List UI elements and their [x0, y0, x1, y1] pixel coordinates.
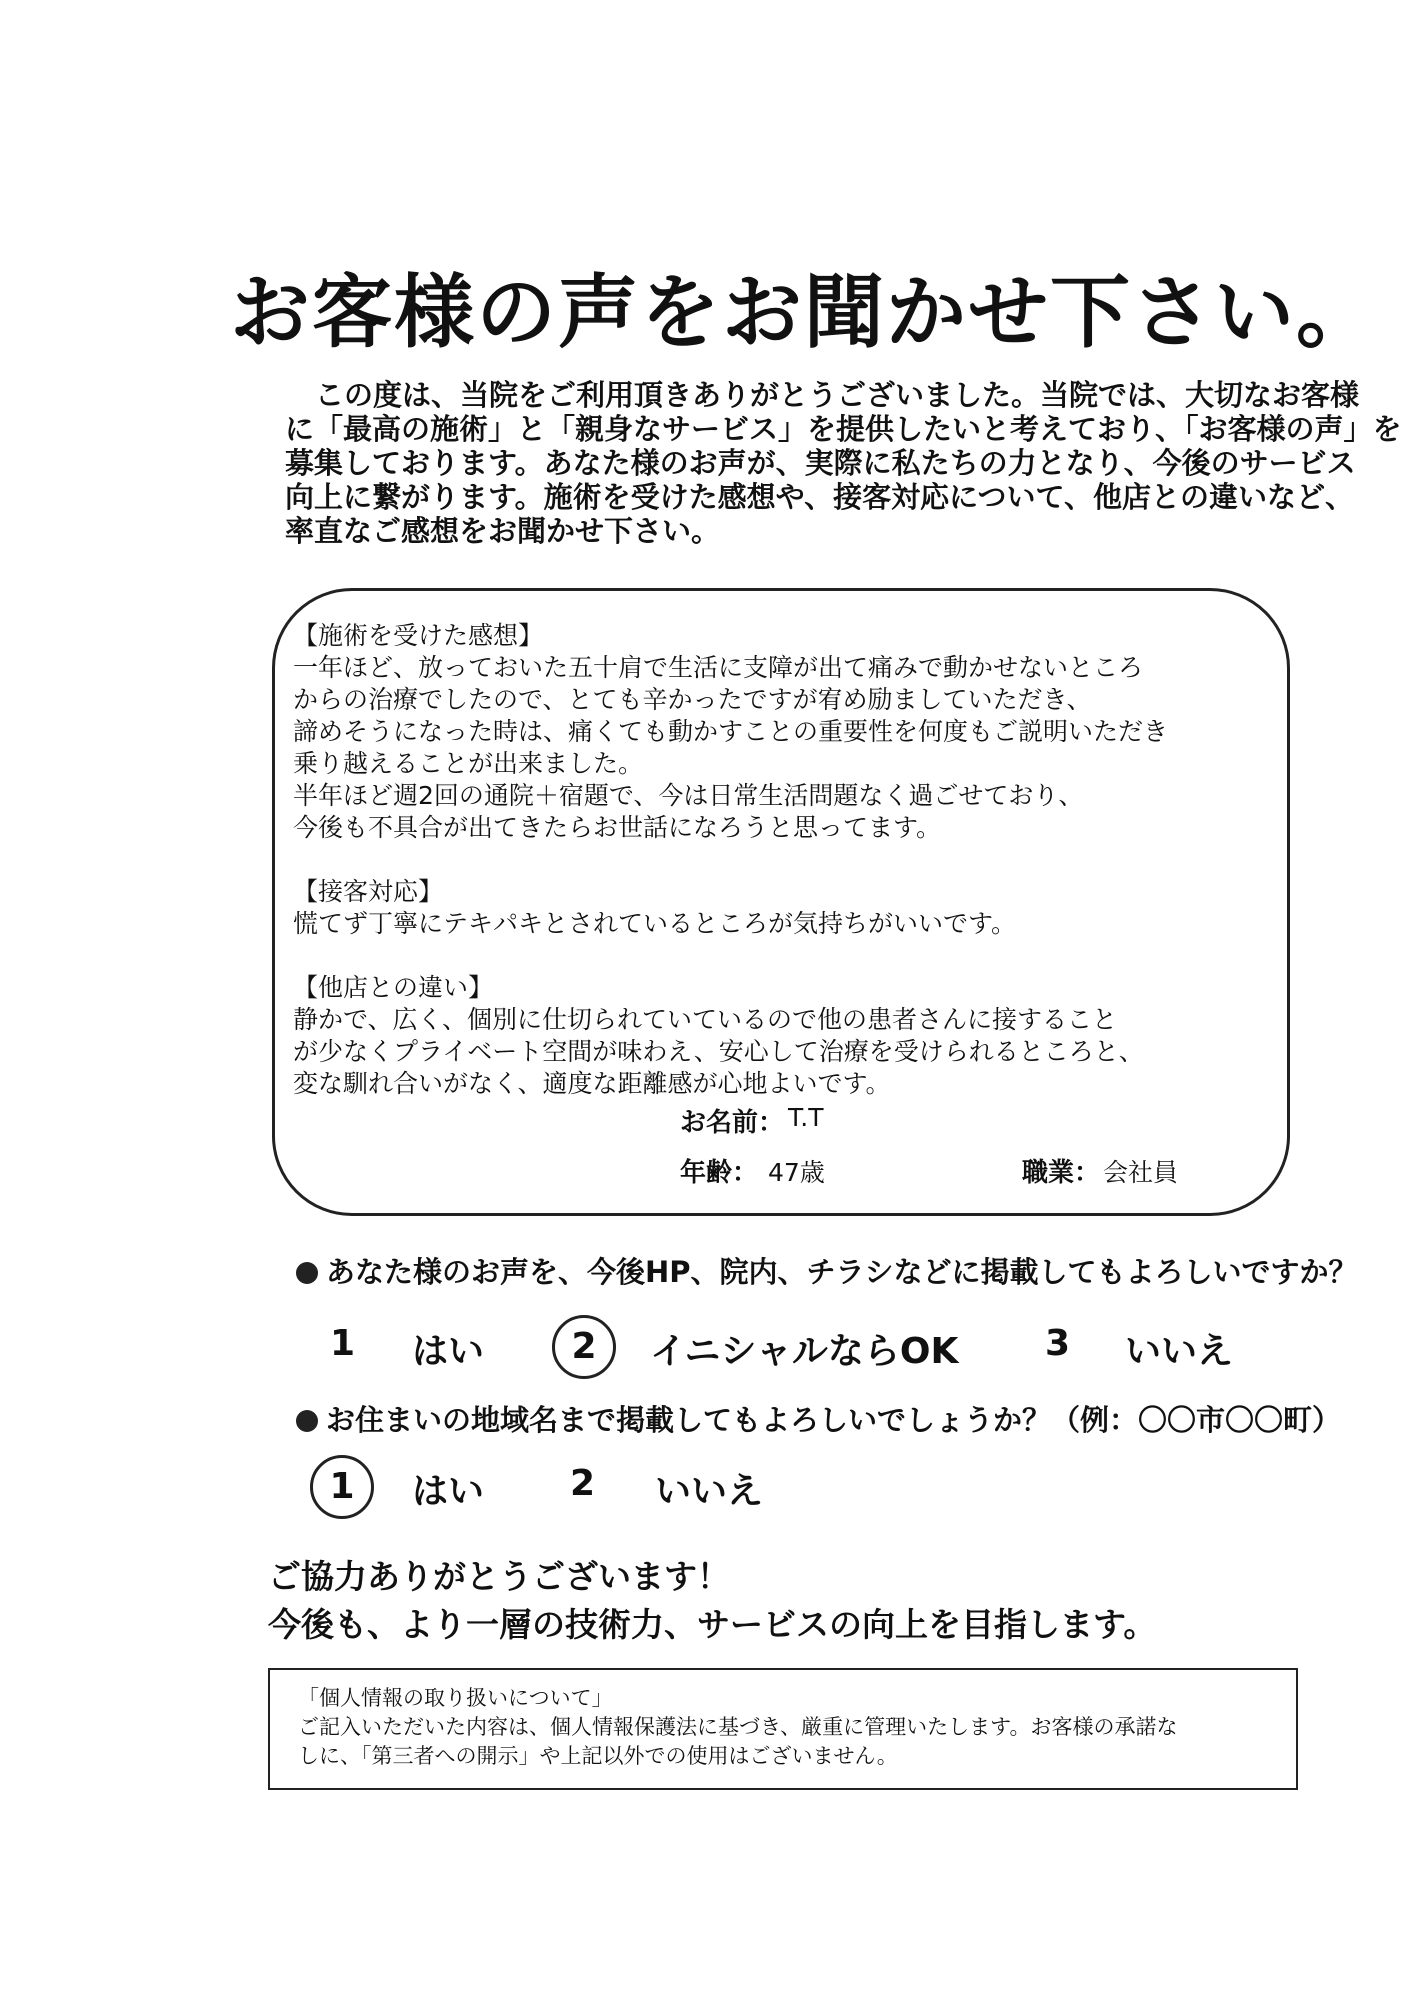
job-value: 会社員 — [1103, 1158, 1179, 1187]
name-value: T.T — [788, 1103, 824, 1132]
q2-option-2-number[interactable]: 2 — [570, 1463, 596, 1504]
privacy-notice — [268, 1668, 1298, 1790]
age-value: 47歳 — [768, 1158, 825, 1187]
intro-line: 率直なご感想をお聞かせ下さい。 — [285, 514, 721, 548]
thanks-line-1: ご協力ありがとうございます！ — [268, 1557, 730, 1596]
question-area-text: お住まいの地域名まで掲載してもよろしいでしょうか？（例：〇〇市〇〇町） — [326, 1403, 1342, 1437]
bullet-icon — [296, 1410, 318, 1432]
treatment-line: 乗り越えることが出来ました。 — [293, 749, 644, 778]
bullet-icon — [296, 1262, 318, 1284]
treatment-line: 今後も不具合が出てきたらお世話になろうと思ってます。 — [293, 813, 942, 842]
q2-option-2-label[interactable]: いいえ — [655, 1471, 764, 1512]
treatment-line: 一年ほど、放っておいた五十肩で生活に支障が出て痛みで動かせないところ — [293, 653, 1144, 682]
treatment-line: からの治療でしたので、とても辛かったですが宥め励ましていただき、 — [293, 685, 1092, 714]
treatment-line: 半年ほど週2回の通院＋宿題で、今は日常生活問題なく過ごせており、 — [293, 781, 1084, 810]
intro-line: に「最高の施術」と「親身なサービス」を提供したいと考えており、「お客様の声」を — [285, 412, 1402, 446]
difference-line: 変な馴れ合いがなく、適度な距離感が心地よいです。 — [293, 1069, 891, 1098]
privacy-line-1: ご記入いただいた内容は、個人情報保護法に基づき、厳重に管理いたします。お客様の承諾な — [298, 1715, 1178, 1739]
question-publish — [296, 1250, 1358, 1291]
review-content — [293, 620, 1293, 1100]
q1-option-2-label[interactable]: イニシャルならOK — [650, 1331, 959, 1372]
thanks-message — [268, 1553, 1156, 1649]
thanks-line-2: 今後も、より一層の技術力、サービスの向上を目指します。 — [268, 1605, 1157, 1644]
question-publish-text: あなた様のお声を、今後HP、院内、チラシなどに掲載してもよろしいですか？ — [326, 1255, 1358, 1289]
q2-option-1-label[interactable]: はい — [412, 1471, 485, 1512]
intro-line: この度は、当院をご利用頂きありがとうございました。当院では、大切なお客様 — [315, 378, 1360, 412]
q1-option-1-label[interactable]: はい — [412, 1331, 485, 1372]
page-title: お客様の声をお聞かせ下さい。 — [230, 266, 1378, 359]
q1-option-3-number[interactable]: 3 — [1045, 1323, 1071, 1364]
privacy-line-2: しに、「第三者への開示」や上記以外での使用はございません。 — [298, 1744, 898, 1768]
q1-option-2-number-circled[interactable]: 2 — [552, 1315, 616, 1379]
intro-paragraph — [285, 378, 1402, 548]
intro-line: 向上に繋がります。施術を受けた感想や、接客対応について、他店との違いなど、 — [285, 480, 1354, 514]
treatment-heading: 【施術を受けた感想】 — [293, 621, 544, 650]
difference-line: が少なくプライベート空間が味わえ、安心して治療を受けられるところと、 — [293, 1037, 1144, 1066]
privacy-heading: 「個人情報の取り扱いについて」 — [298, 1686, 613, 1710]
name-label: お名前： — [680, 1108, 785, 1138]
service-line: 慌てず丁寧にテキパキとされているところが気持ちがいいです。 — [293, 909, 1017, 938]
job-label: 職業： — [1022, 1158, 1101, 1188]
age-label: 年齢： — [680, 1158, 759, 1188]
q1-option-1-number[interactable]: 1 — [330, 1323, 356, 1364]
intro-line: 募集しております。あなた様のお声が、実際に私たちの力となり、今後のサービス — [285, 446, 1356, 480]
q1-option-3-label[interactable]: いいえ — [1125, 1331, 1234, 1372]
question-area — [296, 1398, 1341, 1439]
difference-line: 静かで、広く、個別に仕切られていているので他の患者さんに接すること — [293, 1005, 1118, 1034]
q2-option-1-number-circled[interactable]: 1 — [310, 1455, 374, 1519]
treatment-line: 諦めそうになった時は、痛くても動かすことの重要性を何度もご説明いただき — [293, 717, 1169, 746]
service-heading: 【接客対応】 — [293, 877, 444, 906]
difference-heading: 【他店との違い】 — [293, 973, 494, 1002]
